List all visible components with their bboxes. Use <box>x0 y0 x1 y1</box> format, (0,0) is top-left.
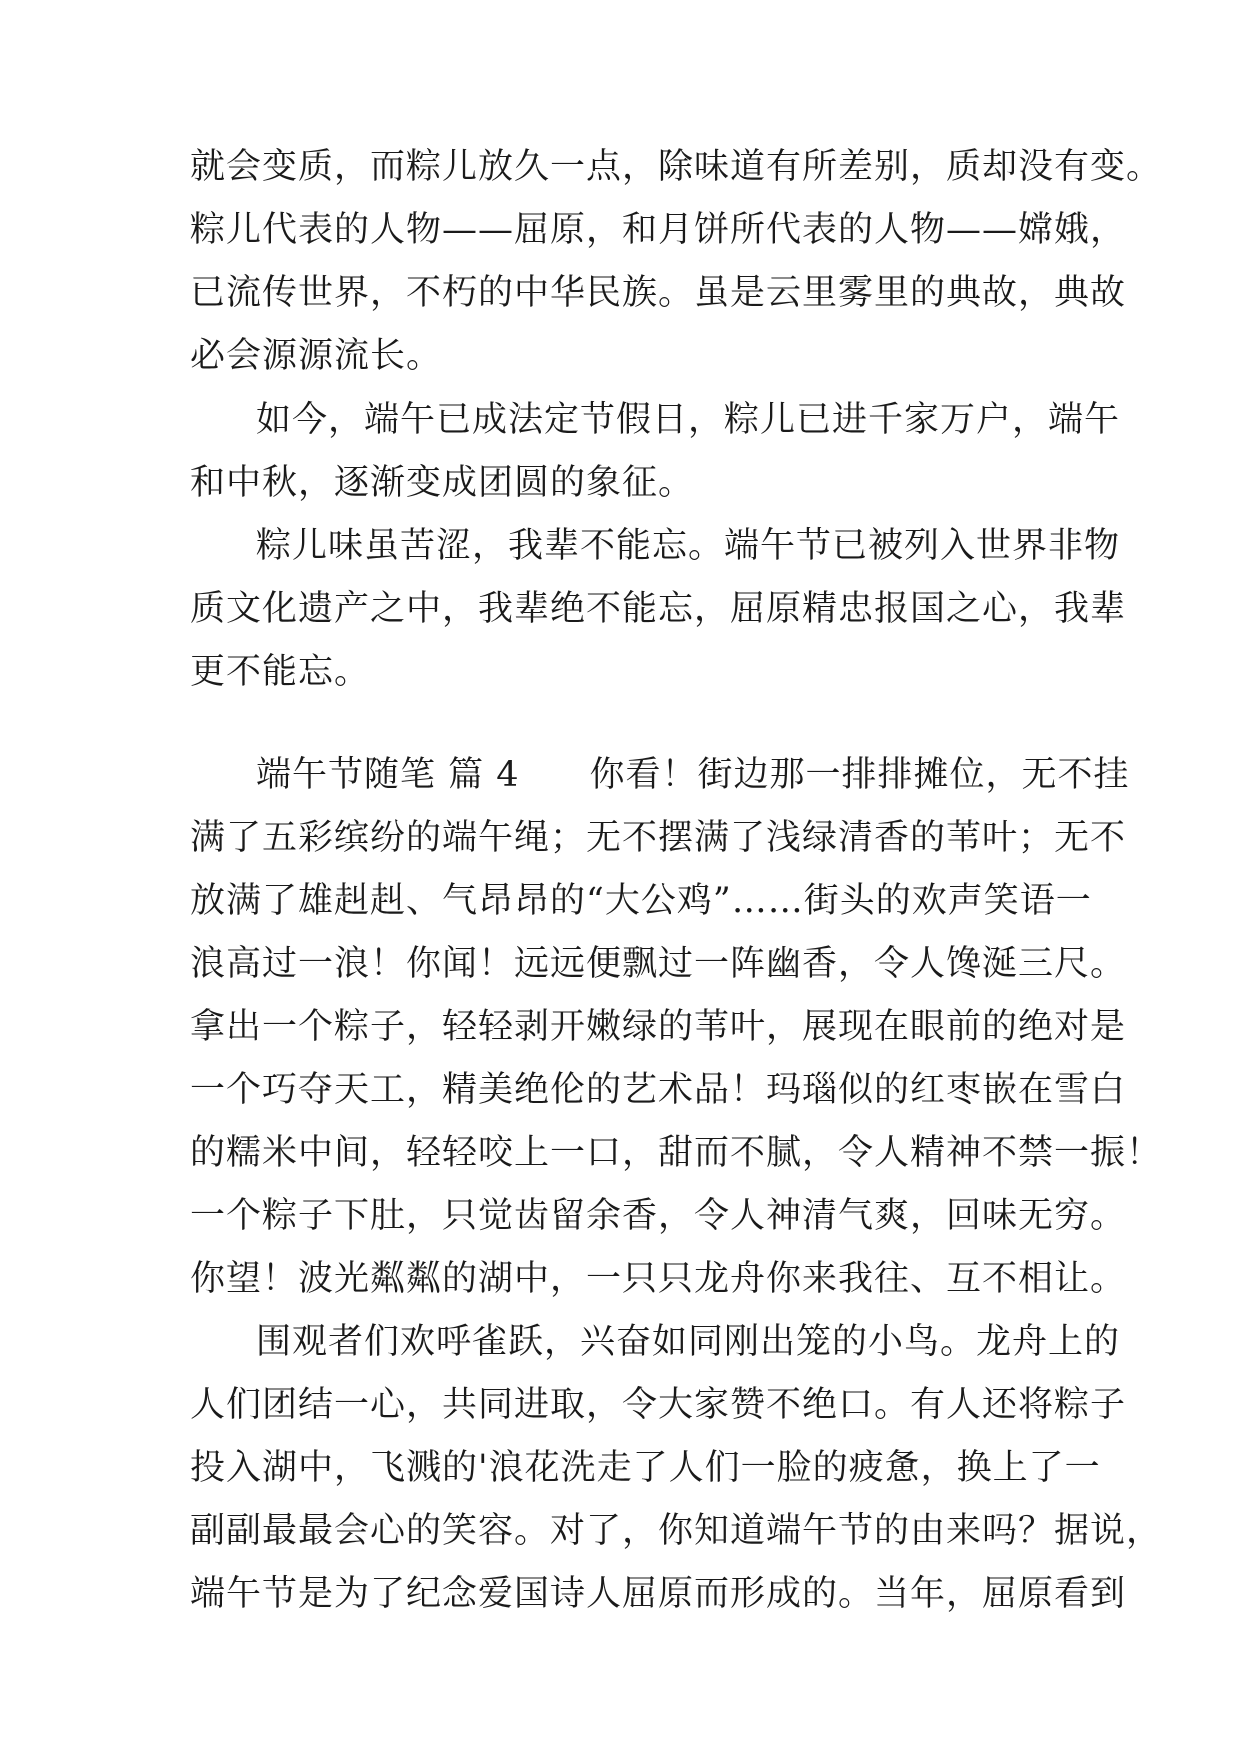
text-line: 浪高过一浪！你闻！远远便飘过一阵幽香，令人馋涎三尺。 <box>190 944 1127 984</box>
text-line: 围观者们欢呼雀跃，兴奋如同刚出笼的小鸟。龙舟上的 <box>256 1322 1121 1362</box>
text-line: 就会变质，而粽儿放久一点，除味道有所差别，质却没有变。 <box>190 147 1163 187</box>
text-line: 拿出一个粽子，轻轻剥开嫩绿的苇叶，展现在眼前的绝对是 <box>190 1007 1127 1047</box>
text-line: 已流传世界，不朽的中华民族。虽是云里雾里的典故，典故 <box>190 273 1127 313</box>
text-line: 端午节是为了纪念爱国诗人屈原而形成的。当年，屈原看到 <box>190 1574 1127 1614</box>
text-line: 满了五彩缤纷的端午绳；无不摆满了浅绿清香的苇叶；无不 <box>190 818 1127 858</box>
document-body <box>190 0 1163 1754</box>
text-line: 粽儿代表的人物——屈原，和月饼所代表的人物——嫦娥， <box>190 210 1127 250</box>
text-line-rest: 你看！街边那一排排摊位，无不挂 <box>589 755 1130 795</box>
text-line: 一个粽子下肚，只觉齿留余香，令人神清气爽，回味无穷。 <box>190 1196 1127 1236</box>
text-line: 粽儿味虽苦涩，我辈不能忘。端午节已被列入世界非物 <box>256 526 1121 566</box>
text-line: 的糯米中间，轻轻咬上一口，甜而不腻，令人精神不禁一振！ <box>190 1133 1163 1173</box>
text-line: 更不能忘。 <box>190 652 371 692</box>
section-heading-line <box>256 753 1130 797</box>
text-line: 副副最最会心的笑容。对了，你知道端午节的由来吗？据说， <box>190 1511 1163 1551</box>
text-line: 一个巧夺天工，精美绝伦的艺术品！玛瑙似的红枣嵌在雪白 <box>190 1070 1127 1110</box>
text-line: 人们团结一心，共同进取，令大家赞不绝口。有人还将粽子 <box>190 1385 1127 1425</box>
text-line: 你望！波光粼粼的湖中，一只只龙舟你来我往、互不相让。 <box>190 1259 1127 1299</box>
text-line: 质文化遗产之中，我辈绝不能忘，屈原精忠报国之心，我辈 <box>190 589 1127 629</box>
text-line: 和中秋，逐渐变成团圆的象征。 <box>190 463 695 503</box>
text-line: 如今，端午已成法定节假日，粽儿已进千家万户，端午 <box>256 400 1121 440</box>
text-line: 放满了雄赳赳、气昂昂的“大公鸡”……街头的欢声笑语一 <box>190 881 1092 921</box>
section-heading: 端午节随笔 篇 4 <box>256 755 520 795</box>
text-line: 必会源源流长。 <box>190 336 443 376</box>
text-line: 投入湖中，飞溅的'浪花洗走了人们一脸的疲惫，换上了一 <box>190 1448 1101 1488</box>
